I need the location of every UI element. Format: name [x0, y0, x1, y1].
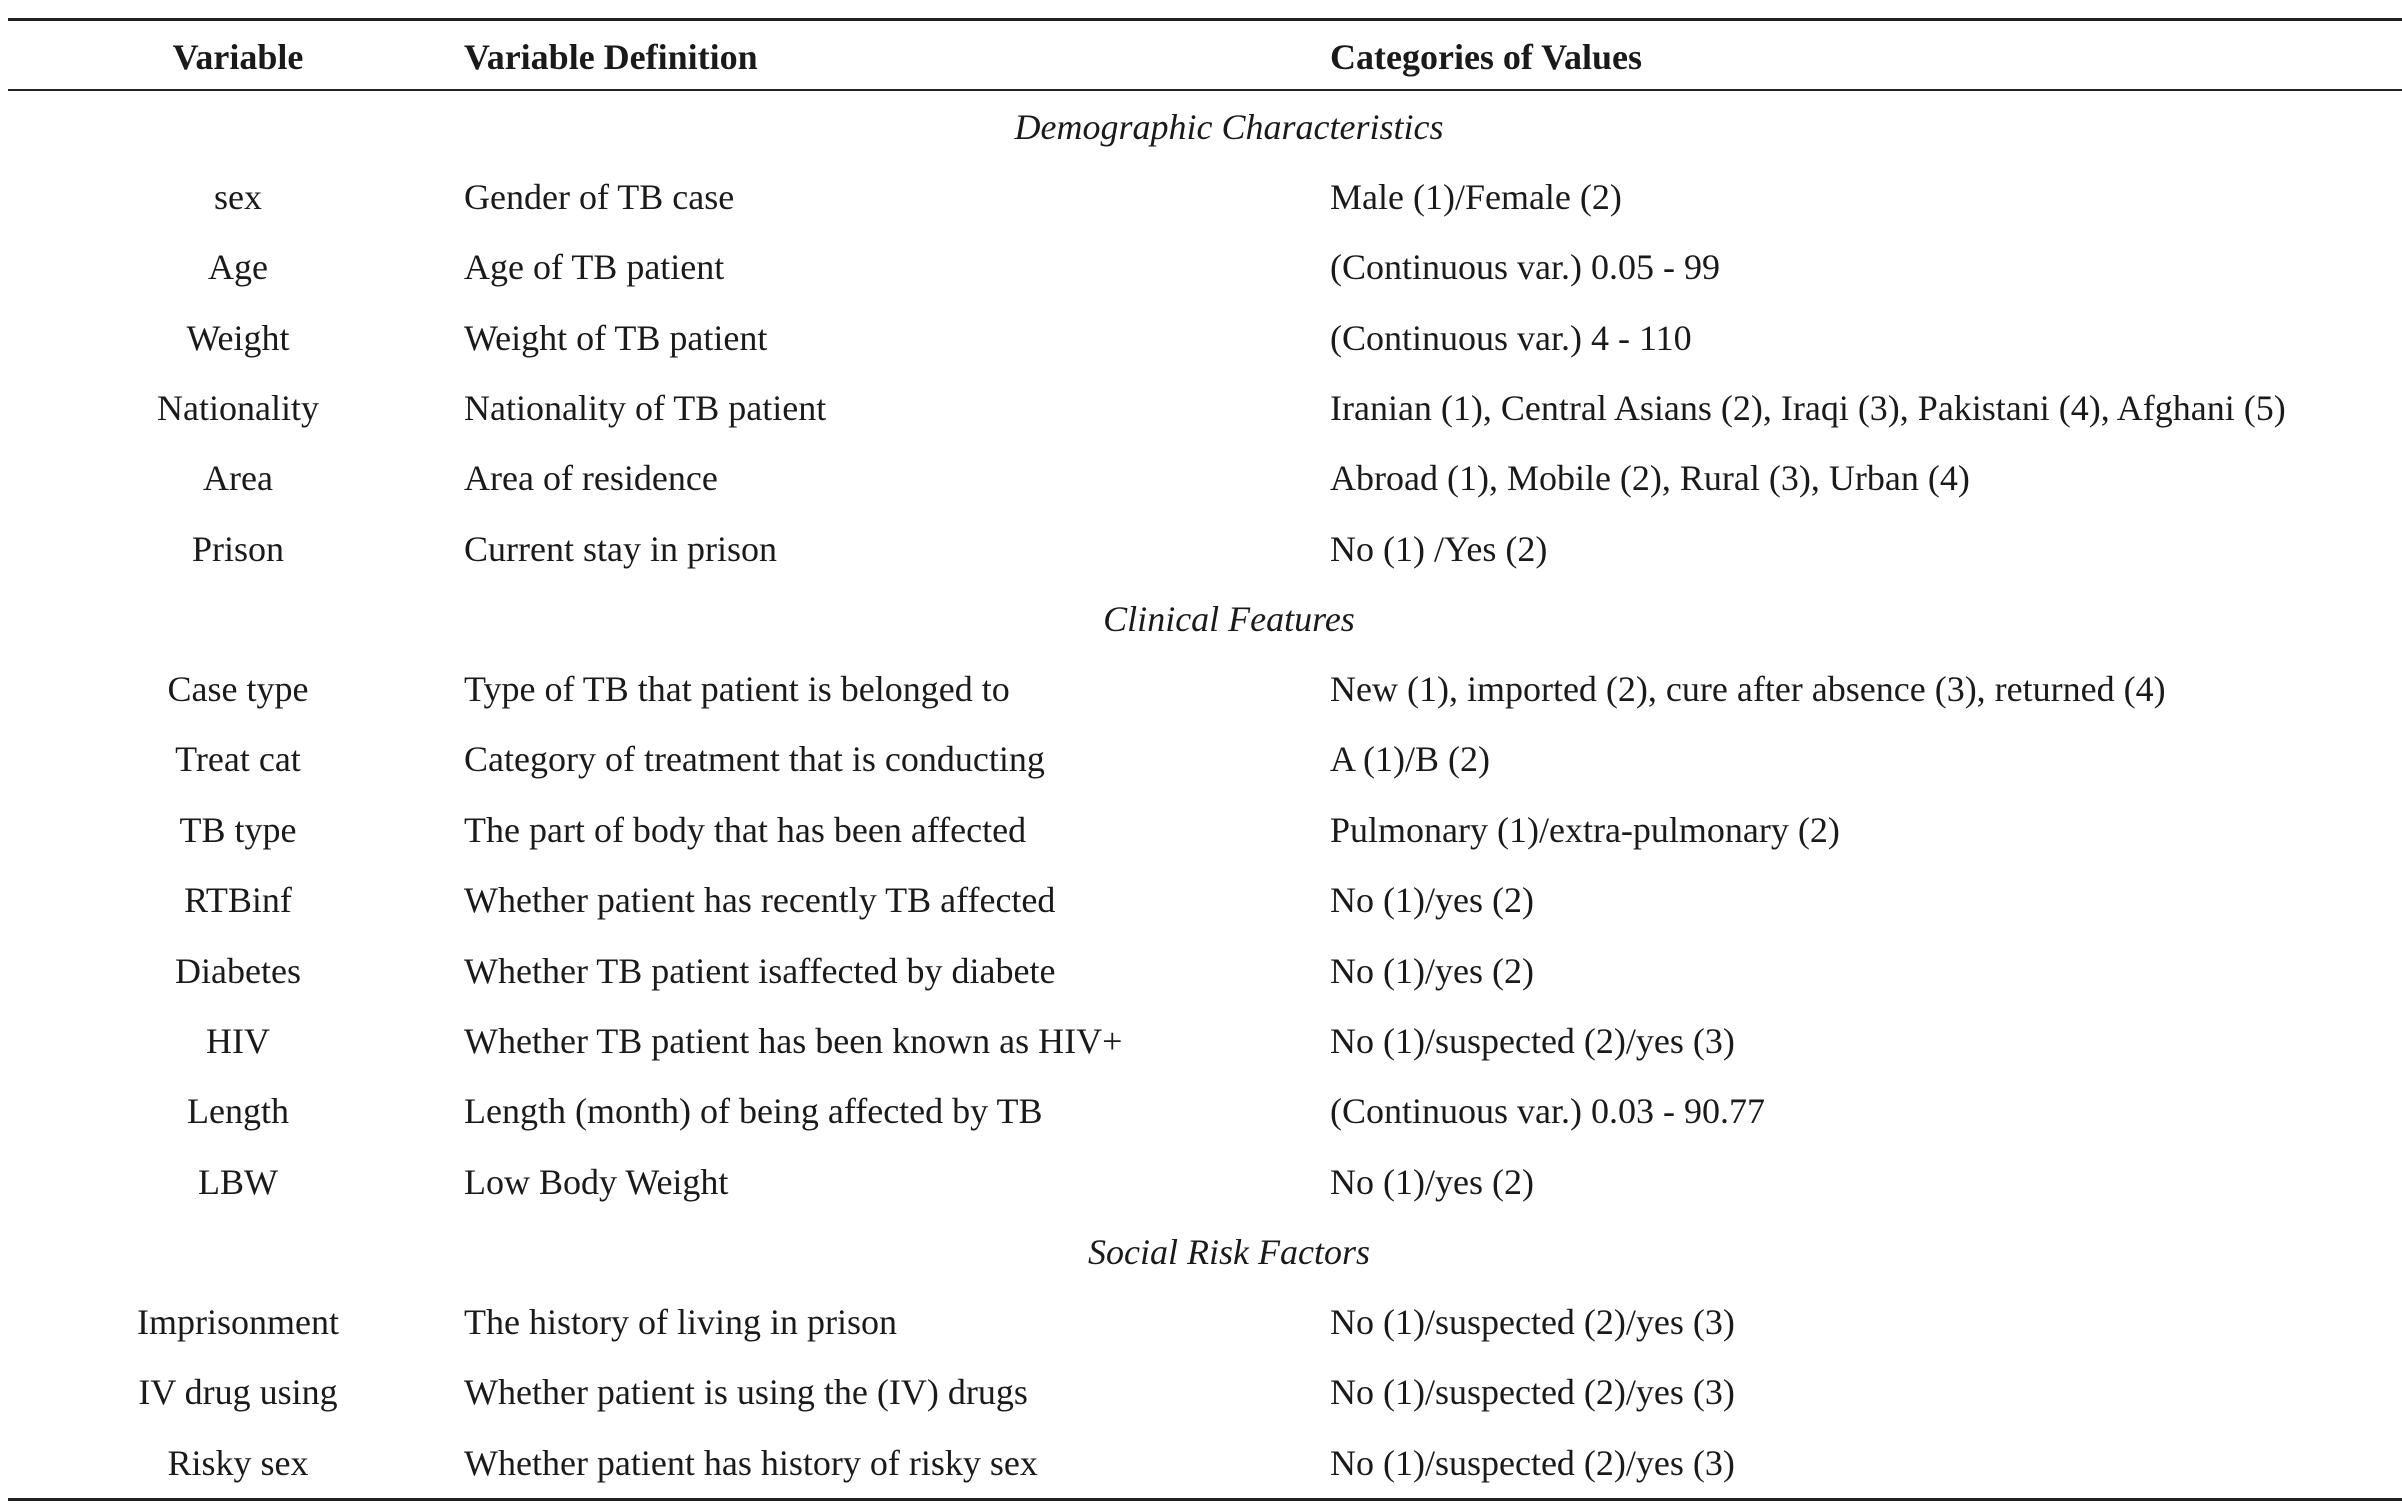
table-row — [8, 232, 2402, 302]
cell-definition: Low Body Weight — [464, 1162, 729, 1202]
cell-definition: Current stay in prison — [464, 529, 777, 569]
cell-variable: Nationality — [157, 388, 319, 428]
table-row — [8, 1006, 2402, 1076]
cell-variable: Risky sex — [167, 1443, 309, 1483]
header-definition: Variable Definition — [464, 37, 758, 77]
cell-variable: RTBinf — [184, 880, 292, 920]
cell-variable: Prison — [191, 529, 285, 569]
cell-variable: Case type — [167, 669, 309, 709]
cell-variable: LBW — [198, 1162, 278, 1202]
cell-definition: Whether TB patient isaffected by diabete — [464, 951, 1056, 991]
table-row — [8, 373, 2402, 443]
cell-values: No (1)/suspected (2)/yes (3) — [1330, 1372, 1735, 1412]
section-title-demographic: Demographic Characteristics — [1014, 107, 1444, 147]
cell-values: Male (1)/Female (2) — [1330, 177, 1622, 217]
cell-values: New (1), imported (2), cure after absence (3), returned (4) — [1330, 669, 2166, 709]
bottom-rule — [8, 1498, 2402, 1501]
cell-definition: Nationality of TB patient — [464, 388, 827, 428]
header-variable: Variable — [172, 37, 304, 77]
cell-definition: Whether patient has recently TB affected — [464, 880, 1056, 920]
cell-variable: Length — [187, 1091, 289, 1131]
cell-definition: Type of TB that patient is belonged to — [464, 669, 1010, 709]
cell-variable: IV drug using — [138, 1372, 338, 1412]
cell-definition: Whether TB patient has been known as HIV+ — [464, 1021, 1123, 1061]
cell-values: No (1)/yes (2) — [1330, 951, 1534, 991]
cell-variable: Age — [208, 247, 268, 287]
cell-values: Abroad (1), Mobile (2), Rural (3), Urban (4) — [1330, 458, 1970, 498]
cell-values: Iranian (1), Central Asians (2), Iraqi (3), Pakistani (4), Afghani (5) — [1330, 388, 2286, 428]
top-rule — [8, 18, 2402, 21]
table-row — [8, 795, 2402, 865]
cell-definition: Weight of TB patient — [464, 318, 768, 358]
section-title-social: Social Risk Factors — [1088, 1232, 1370, 1272]
cell-definition: Whether patient is using the (IV) drugs — [464, 1372, 1028, 1412]
header-values: Categories of Values — [1330, 37, 1642, 77]
cell-values: (Continuous var.) 4 - 110 — [1330, 318, 1692, 358]
cell-definition: The history of living in prison — [464, 1302, 897, 1342]
table-row — [8, 443, 2402, 513]
cell-values: (Continuous var.) 0.03 - 90.77 — [1330, 1091, 1765, 1131]
cell-definition: The part of body that has been affected — [464, 810, 1027, 850]
cell-values: (Continuous var.) 0.05 - 99 — [1330, 247, 1720, 287]
cell-definition: Area of residence — [464, 458, 718, 498]
cell-values: No (1)/yes (2) — [1330, 880, 1534, 920]
table-row — [8, 865, 2402, 935]
table-row — [8, 936, 2402, 1006]
cell-definition: Length (month) of being affected by TB — [464, 1091, 1043, 1131]
cell-values: No (1) /Yes (2) — [1330, 529, 1548, 569]
cell-values: No (1)/yes (2) — [1330, 1162, 1534, 1202]
table-row — [8, 1287, 2402, 1357]
table-row — [8, 514, 2402, 584]
cell-values: No (1)/suspected (2)/yes (3) — [1330, 1302, 1735, 1342]
cell-values: No (1)/suspected (2)/yes (3) — [1330, 1021, 1735, 1061]
cell-values: A (1)/B (2) — [1330, 739, 1490, 779]
section-title-clinical: Clinical Features — [1103, 599, 1355, 639]
table-row — [8, 303, 2402, 373]
table-row — [8, 1357, 2402, 1427]
cell-definition: Age of TB patient — [464, 247, 725, 287]
cell-definition: Gender of TB case — [464, 177, 735, 217]
cell-variable: Area — [203, 458, 273, 498]
header-rule — [8, 89, 2402, 91]
cell-variable: HIV — [206, 1021, 270, 1061]
cell-definition: Category of treatment that is conducting — [464, 739, 1045, 779]
table-row — [8, 162, 2402, 232]
cell-values: No (1)/suspected (2)/yes (3) — [1330, 1443, 1735, 1483]
table-row — [8, 654, 2402, 724]
cell-variable: TB type — [179, 810, 297, 850]
cell-definition: Whether patient has history of risky sex — [464, 1443, 1038, 1483]
header-row — [8, 22, 2402, 92]
cell-variable: Treat cat — [175, 739, 301, 779]
table-row — [8, 1147, 2402, 1217]
cell-values: Pulmonary (1)/extra-pulmonary (2) — [1330, 810, 1840, 850]
table-row — [8, 1428, 2402, 1498]
cell-variable: Diabetes — [175, 951, 301, 991]
table-row — [8, 1076, 2402, 1146]
table-row — [8, 724, 2402, 794]
cell-variable: Weight — [186, 318, 290, 358]
cell-variable: sex — [214, 177, 262, 217]
cell-variable: Imprisonment — [137, 1302, 339, 1342]
